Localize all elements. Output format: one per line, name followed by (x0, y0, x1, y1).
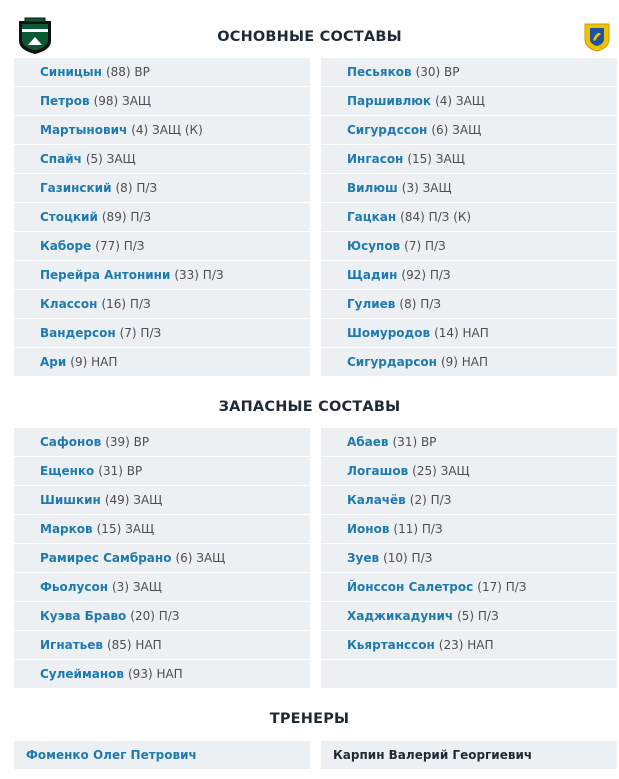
player-name-link[interactable]: Шомуродов (347, 326, 431, 340)
player-info: (10) П/З (383, 551, 433, 565)
player-name-link[interactable]: Абаев (347, 435, 389, 449)
player-name-link[interactable]: Сафонов (40, 435, 102, 449)
player-name-link[interactable]: Каборе (40, 239, 92, 253)
player-name-link[interactable]: Ионов (347, 522, 390, 536)
starting-lineups-title: ОСНОВНЫЕ СОСТАВЫ (217, 29, 402, 45)
player-info: (14) НАП (434, 326, 489, 340)
player-row (14, 515, 310, 544)
player-info: (25) ЗАЩ (412, 464, 470, 478)
player-info: (98) ЗАЩ (93, 94, 152, 108)
player-info: (9) НАП (70, 355, 118, 369)
player-row (14, 232, 310, 261)
player-name-link[interactable]: Петров (40, 94, 90, 108)
player-name-link[interactable]: Спайч (40, 152, 82, 166)
player-info: (4) ЗАЩ (К) (131, 123, 203, 137)
player-name-link[interactable]: Ингасон (347, 152, 404, 166)
player-name-link[interactable]: Паршивлюк (347, 94, 432, 108)
player-name-link[interactable]: Калачёв (347, 493, 406, 507)
player-row (321, 232, 617, 261)
player-row (14, 116, 310, 145)
player-info: (39) ВР (105, 435, 150, 449)
player-row (14, 486, 310, 515)
starting-home-list (14, 58, 310, 377)
player-row (321, 203, 617, 232)
player-name-link[interactable]: Фьолусон (40, 580, 108, 594)
player-row (321, 348, 617, 377)
player-info: (6) ЗАЩ (431, 123, 482, 137)
player-name-link[interactable]: Логашов (347, 464, 409, 478)
player-row (14, 203, 310, 232)
player-info: (85) НАП (106, 638, 162, 652)
coaches-title: ТРЕНЕРЫ (269, 711, 350, 727)
player-row (321, 290, 617, 319)
player-name-link[interactable]: Куэва Браво (40, 609, 127, 623)
player-row (14, 319, 310, 348)
player-row (321, 145, 617, 174)
player-row (14, 428, 310, 457)
player-row (321, 602, 617, 631)
player-row (14, 174, 310, 203)
player-name-link[interactable]: Ещенко (40, 464, 95, 478)
player-row (14, 544, 310, 573)
player-info: (3) ЗАЩ (401, 181, 452, 195)
player-info: (84) П/З (К) (400, 210, 472, 224)
player-row (321, 486, 617, 515)
player-info: (20) П/З (130, 609, 180, 623)
player-name-link[interactable]: Юсупов (347, 239, 401, 253)
player-info: (31) ВР (98, 464, 143, 478)
away-coach-name: Карпин Валерий Георгиевич (321, 741, 617, 769)
player-info: (6) ЗАЩ (175, 551, 226, 565)
player-info: (7) П/З (404, 239, 446, 253)
substitutes-title: ЗАПАСНЫЕ СОСТАВЫ (218, 399, 401, 415)
player-name-link[interactable]: Газинский (40, 181, 112, 195)
player-name-link[interactable]: Мартынович (40, 123, 128, 137)
player-name-link[interactable]: Гацкан (347, 210, 397, 224)
player-info: (17) П/З (477, 580, 527, 594)
player-row (14, 602, 310, 631)
player-name-link[interactable]: Сулейманов (40, 667, 124, 681)
player-name-link[interactable]: Игнатьев (40, 638, 103, 652)
player-row (321, 631, 617, 660)
player-info: (89) П/З (101, 210, 152, 224)
player-name-link[interactable]: Вилюш (347, 181, 398, 195)
player-name-link[interactable]: Гулиев (347, 297, 396, 311)
player-info: (16) П/З (101, 297, 151, 311)
player-info: (8) П/З (115, 181, 158, 195)
player-info: (2) П/З (409, 493, 452, 507)
player-info: (7) П/З (119, 326, 162, 340)
player-name-link[interactable]: Песьяков (347, 65, 412, 79)
player-info: (3) ЗАЩ (112, 580, 162, 594)
player-info: (11) П/З (393, 522, 443, 536)
player-row (14, 87, 310, 116)
player-info: (4) ЗАЩ (435, 94, 485, 108)
player-name-link[interactable]: Шишкин (40, 493, 101, 507)
player-info: (31) ВР (392, 435, 437, 449)
player-row (14, 457, 310, 486)
player-info: (30) ВР (415, 65, 460, 79)
player-row (321, 428, 617, 457)
player-info: (15) ЗАЩ (96, 522, 155, 536)
player-info: (33) П/З (174, 268, 224, 282)
subs-away-list (321, 428, 617, 689)
player-name-link[interactable]: Марков (40, 522, 93, 536)
player-row (321, 261, 617, 290)
player-row (321, 515, 617, 544)
player-name-link[interactable]: Классон (40, 297, 98, 311)
player-info: (15) ЗАЩ (407, 152, 465, 166)
player-row (321, 319, 617, 348)
player-row (321, 87, 617, 116)
player-row (321, 457, 617, 486)
player-name-link[interactable]: Стоцкий (40, 210, 98, 224)
player-row (14, 631, 310, 660)
player-row (14, 145, 310, 174)
player-name-link[interactable]: Зуев (347, 551, 380, 565)
player-info: (23) НАП (438, 638, 494, 652)
player-row (321, 573, 617, 602)
player-row (14, 290, 310, 319)
player-name-link[interactable]: Йонссон Салетрос (347, 580, 474, 594)
player-row (321, 116, 617, 145)
player-row (14, 660, 310, 689)
player-info: (5) ЗАЩ (85, 152, 136, 166)
player-row (14, 261, 310, 290)
player-info: (8) П/З (399, 297, 441, 311)
player-name-link[interactable]: Хаджикадунич (347, 609, 454, 623)
subs-home-list (14, 428, 310, 689)
player-row (14, 348, 310, 377)
player-info: (9) НАП (440, 355, 489, 369)
player-row (321, 58, 617, 87)
player-name-link[interactable]: Рамирес Самбрано (40, 551, 172, 565)
player-name-link[interactable]: Синицын (40, 65, 102, 79)
player-row (321, 174, 617, 203)
player-info: (88) ВР (105, 65, 150, 79)
player-name-link[interactable]: Кьяртанссон (347, 638, 435, 652)
starting-away-list (321, 58, 617, 377)
player-row (14, 58, 310, 87)
player-name-link[interactable]: Сигурдссон (347, 123, 428, 137)
player-info: (5) П/З (457, 609, 499, 623)
player-name-link[interactable]: Сигурдарсон (347, 355, 437, 369)
player-name-link[interactable]: Перейра Антонини (40, 268, 171, 282)
player-info: (77) П/З (95, 239, 145, 253)
home-coach-link[interactable]: Фоменко Олег Петрович (14, 741, 310, 769)
player-name-link[interactable]: Щадин (347, 268, 398, 282)
player-info: (93) НАП (128, 667, 183, 681)
player-name-link[interactable]: Вандерсон (40, 326, 116, 340)
player-name-link[interactable]: Ари (40, 355, 67, 369)
player-info: (92) П/З (401, 268, 451, 282)
player-row (14, 573, 310, 602)
empty-row (321, 660, 617, 689)
player-row (321, 544, 617, 573)
player-info: (49) ЗАЩ (104, 493, 163, 507)
